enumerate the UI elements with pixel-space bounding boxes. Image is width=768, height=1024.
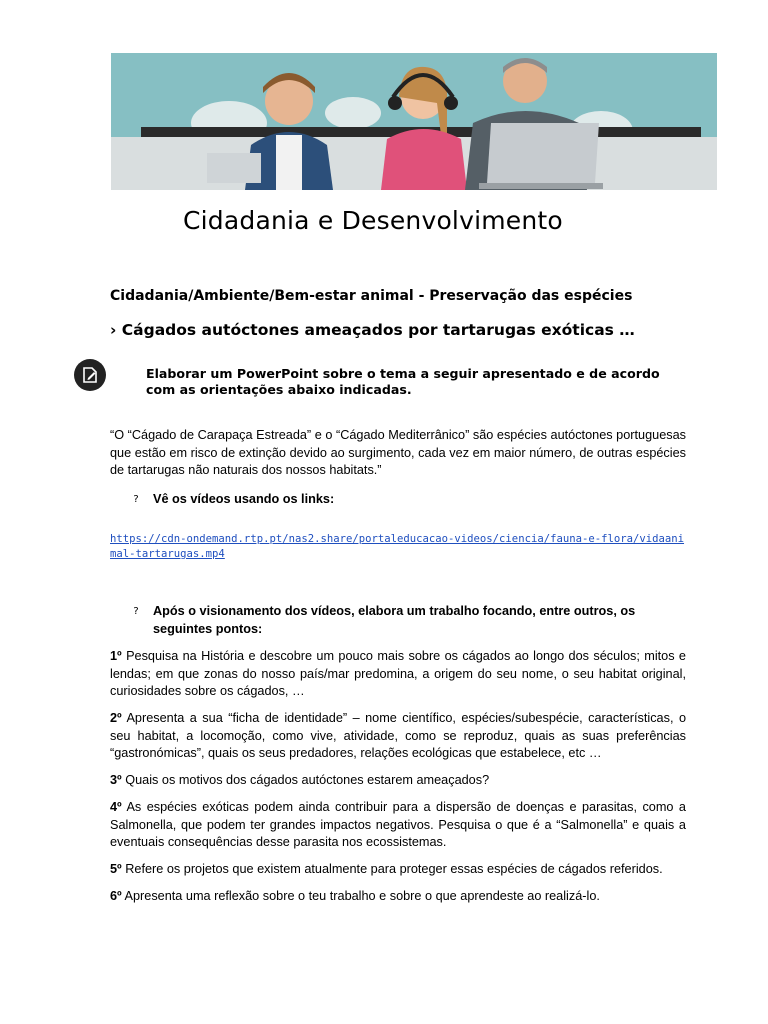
point-item: [110, 772, 686, 790]
page-title: Cidadania e Desenvolvimento: [183, 206, 563, 235]
point-number: 4º: [110, 800, 122, 814]
point-number: 2º: [110, 711, 122, 725]
point-number: 5º: [110, 862, 122, 876]
point-number: 6º: [110, 889, 122, 903]
point-text: Apresenta uma reflexão sobre o teu trabalho e sobre o que aprendeste ao realizá-lo.: [121, 889, 600, 903]
point-item: [110, 861, 686, 879]
work-bullet: [131, 603, 686, 638]
videos-label: Vê os vídeos usando os links:: [153, 492, 335, 506]
banner-image: [111, 53, 717, 190]
task-instruction: Elaborar um PowerPoint sobre o tema a seguir apresentado e de acordo com as orientações abaixo indicadas.: [146, 366, 660, 397]
family-with-laptops-photo: [111, 53, 717, 190]
edit-document-icon: [74, 359, 106, 391]
point-text: Quais os motivos dos cágados autóctones estarem ameaçados?: [121, 773, 490, 787]
video-link[interactable]: https://cdn-ondemand.rtp.pt/nas2.share/portaleducacao-videos/ciencia/fauna-e-flora/vidaanimal-tartarugas.mp4: [110, 533, 685, 560]
point-text: As espécies exóticas podem ainda contribuir para a dispersão de doenças e parasitas, como a Salmonella, que podem ter grandes impactos negativos. Pesquisa o que é a “Salmonella” e quais a eventuais consequências desse parasita nos ecossistemas.: [110, 800, 686, 849]
point-text: Refere os projetos que existem atualmente para proteger essas espécies de cágados referidos.: [121, 862, 663, 876]
topic-heading: › Cágados autóctones ameaçados por tartarugas exóticas …: [110, 321, 635, 339]
intro-quote: “O “Cágado de Carapaça Estreada” e o “Cágado Mediterrânico” são espécies autóctones portuguesas que estão em risco de extinção devido ao surgimento, cada vez em maior número, de outras espécies de tartarugas não naturais dos nossos habitats.”: [110, 428, 686, 477]
point-number: 1º: [110, 649, 122, 663]
bullet-icon: ?: [133, 606, 139, 617]
work-label: Após o visionamento dos vídeos, elabora um trabalho focando, entre outros, os seguintes pontos:: [153, 604, 636, 636]
point-number: 3º: [110, 773, 122, 787]
videos-bullet: [131, 491, 686, 509]
point-item: [110, 710, 686, 763]
point-item: [110, 888, 686, 906]
point-text: Apresenta a sua “ficha de identidade” – nome científico, espécies/subespécie, características, o seu habitat, a locomoção, como vive, atividade, como se reproduz, quais as suas preferências “gastronómicas”, quais os seus predadores, relações ecológicas que estabelece, etc …: [110, 711, 686, 760]
point-item: [110, 648, 686, 701]
category-heading: Cidadania/Ambiente/Bem-estar animal - Preservação das espécies: [110, 288, 633, 304]
point-item: [110, 799, 686, 852]
point-text: Pesquisa na História e descobre um pouco mais sobre os cágados ao longo dos séculos; mitos e lendas; em que zonas do nosso país/mar predomina, a origem do seu nome, o seu habitat original, curiosidades sobre os cágados, …: [110, 649, 686, 698]
bullet-icon: ?: [133, 494, 139, 505]
